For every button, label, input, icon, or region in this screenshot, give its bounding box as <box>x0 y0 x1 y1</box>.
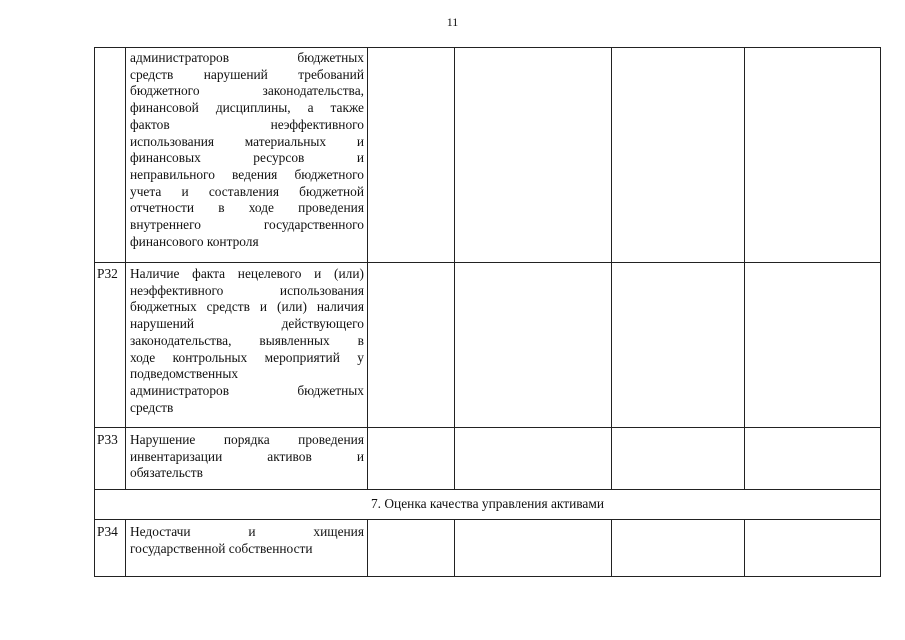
table-bottom-border <box>94 576 881 577</box>
column-divider <box>744 519 745 576</box>
text-line: законодательства, выявленных в <box>130 332 364 348</box>
text-line: подведомственных <box>130 366 239 382</box>
row-divider <box>94 519 881 520</box>
text-line: финансовых ресурсов и <box>130 150 364 166</box>
text-line: отчетности в ходе проведения <box>130 200 364 216</box>
indicator-description <box>130 50 364 250</box>
column-divider <box>125 47 126 489</box>
text-line: использования материальных и <box>130 133 364 149</box>
text-line: Недостачи и хищения <box>130 524 364 539</box>
text-line: учета и составления бюджетной <box>130 183 364 199</box>
row-divider <box>94 489 881 490</box>
text-line: нарушений действующего <box>130 316 364 332</box>
text-line: финансового контроля <box>130 233 259 249</box>
column-divider <box>367 519 368 576</box>
column-divider <box>125 519 126 576</box>
column-divider <box>454 519 455 576</box>
text-line: средств <box>130 399 174 415</box>
text-line: обязательств <box>130 465 203 481</box>
text-line: неэффективного использования <box>130 282 364 298</box>
text-line: фактов неэффективного <box>130 116 364 132</box>
text-line: Наличие факта нецелевого и (или) <box>130 266 364 281</box>
text-line: инвентаризации активов и <box>130 448 364 464</box>
text-line: финансовой дисциплины, а также <box>130 100 364 116</box>
indicator-description <box>130 266 364 416</box>
column-divider <box>611 47 612 489</box>
indicator-description <box>130 432 364 482</box>
indicator-code: Р33 <box>97 432 118 447</box>
column-divider <box>454 47 455 489</box>
text-line: администраторов бюджетных <box>130 50 364 65</box>
text-line: Нарушение порядка проведения <box>130 432 364 447</box>
indicator-code: Р34 <box>97 524 118 539</box>
table-top-border <box>94 47 881 48</box>
text-line: администраторов бюджетных <box>130 382 364 398</box>
indicator-description <box>130 524 364 557</box>
column-divider <box>611 519 612 576</box>
row-divider <box>94 262 881 263</box>
page-number: 11 <box>446 15 459 29</box>
row-divider <box>94 427 881 428</box>
text-line: средств нарушений требований <box>130 66 364 82</box>
column-divider <box>367 47 368 489</box>
text-line: ходе контрольных мероприятий у <box>130 349 364 365</box>
text-line: бюджетного законодательства, <box>130 83 364 99</box>
indicator-code: Р32 <box>97 266 118 281</box>
section-title: 7. Оценка качества управления активами <box>370 496 604 511</box>
text-line: неправильного ведения бюджетного <box>130 166 364 182</box>
text-line: бюджетных средств и (или) наличия <box>130 299 364 315</box>
text-line: внутреннего государственного <box>130 217 364 233</box>
column-divider <box>744 47 745 489</box>
text-line: государственной собственности <box>130 540 313 556</box>
